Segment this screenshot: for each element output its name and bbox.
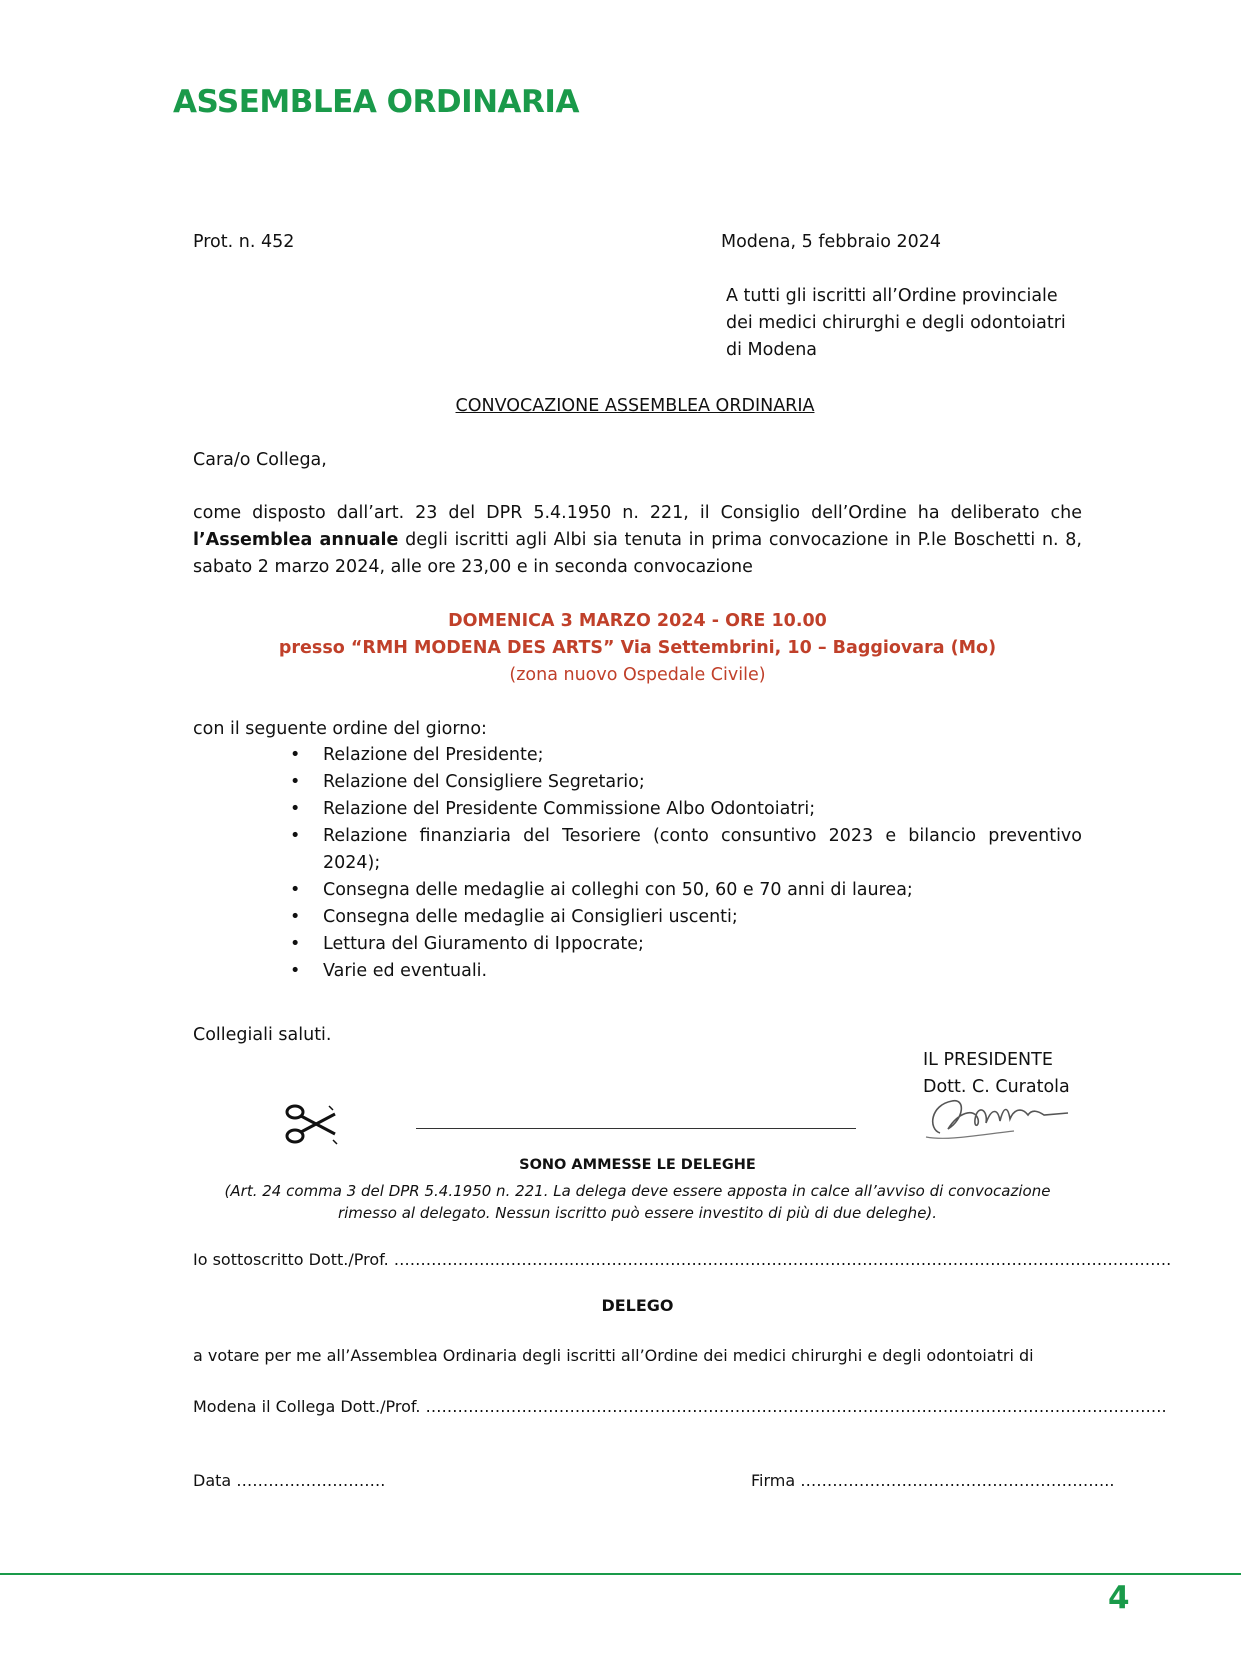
meeting-date-time: DOMENICA 3 MARZO 2024 - ORE 10.00 xyxy=(448,611,827,631)
scissors-icon xyxy=(285,1100,345,1150)
agenda-item: • Relazione finanziaria del Tesoriere (conto consuntivo 2023 e bilancio preventivo 2024); xyxy=(290,823,1082,877)
page-title: ASSEMBLEA ORDINARIA xyxy=(173,84,579,120)
agenda-item: • Relazione del Presidente; xyxy=(290,742,1082,769)
meeting-zone: (zona nuovo Ospedale Civile) xyxy=(509,665,766,685)
agenda-intro: con il seguente ordine del giorno: xyxy=(193,719,487,739)
handwritten-signature xyxy=(918,1085,1078,1145)
agenda-item: • Relazione del Consigliere Segretario; xyxy=(290,769,1082,796)
meeting-venue: presso “RMH MODENA DES ARTS” Via Settembrini, 10 – Baggiovara (Mo) xyxy=(278,638,997,658)
closing: Collegiali saluti. xyxy=(193,1025,332,1045)
paragraph-emphasis: l’Assemblea annuale xyxy=(193,530,399,550)
agenda-item: • Relazione del Presidente Commissione Albo Odontoiatri; xyxy=(290,796,1082,823)
page-number: 4 xyxy=(1108,1580,1130,1616)
proxy-note: (Art. 24 comma 3 del DPR 5.4.1950 n. 221. La delega deve essere apposta in calce all’avviso di convocazione rimesso al delegato. Nessun iscritto può essere investito di più di due deleghe). xyxy=(224,1182,1051,1222)
signatory-name: Dott. C. Curatola xyxy=(923,1077,1070,1097)
convocation-paragraph xyxy=(193,500,1082,581)
agenda-item: • Consegna delle medaglie ai colleghi con 50, 60 e 70 anni di laurea; xyxy=(290,877,1082,904)
recipient-block xyxy=(726,283,1082,364)
agenda-item: • Lettura del Giuramento di Ippocrate; xyxy=(290,931,1082,958)
signatory-role: IL PRESIDENTE xyxy=(923,1050,1053,1070)
undersigned-line: Io sottoscritto Dott./Prof. ………………..…………..…………………………………………………………………………………………………. xyxy=(193,1250,1172,1269)
colleague-line: Modena il Collega Dott./Prof. …………………………………………………………………………………………………………………………. xyxy=(193,1397,1167,1416)
recipient-line: A tutti gli iscritti all’Ordine provinciale xyxy=(726,286,1058,306)
footer-rule xyxy=(0,1573,1241,1575)
signature-field-line: Firma ………………………………………………….. xyxy=(751,1471,1115,1490)
agenda-item: • Consegna delle medaglie ai Consiglieri uscenti; xyxy=(290,904,1082,931)
paragraph-text: degli iscritti agli Albi sia tenuta in prima convocazione in P.le Boschetti n. 8, sabato 2 marzo 2024, alle ore 23,00 e in seconda convocazione xyxy=(193,530,1082,577)
cut-line xyxy=(416,1128,856,1129)
paragraph-text: come disposto dall’art. 23 del DPR 5.4.1950 n. 221, il Consiglio dell’Ordine ha deliberato che xyxy=(193,503,1082,523)
agenda-item: • Varie ed eventuali. xyxy=(290,958,1082,985)
protocol-number: Prot. n. 452 xyxy=(193,232,295,252)
greeting: Cara/o Collega, xyxy=(193,450,327,470)
recipient-line: dei medici chirurghi e degli odontoiatri xyxy=(726,313,1066,333)
place-date: Modena, 5 febbraio 2024 xyxy=(721,232,942,252)
proxy-title: SONO AMMESSE LE DELEGHE xyxy=(519,1157,756,1173)
date-field-line: Data ………………………. xyxy=(193,1471,386,1490)
vote-line: a votare per me all’Assemblea Ordinaria degli iscritti all’Ordine dei medici chirurghi e degli odontoiatri di xyxy=(193,1346,1034,1365)
recipient-line: di Modena xyxy=(726,340,818,360)
delego-heading: DELEGO xyxy=(601,1296,674,1315)
letter-subject: CONVOCAZIONE ASSEMBLEA ORDINARIA xyxy=(455,396,815,416)
agenda-list xyxy=(290,742,1082,985)
